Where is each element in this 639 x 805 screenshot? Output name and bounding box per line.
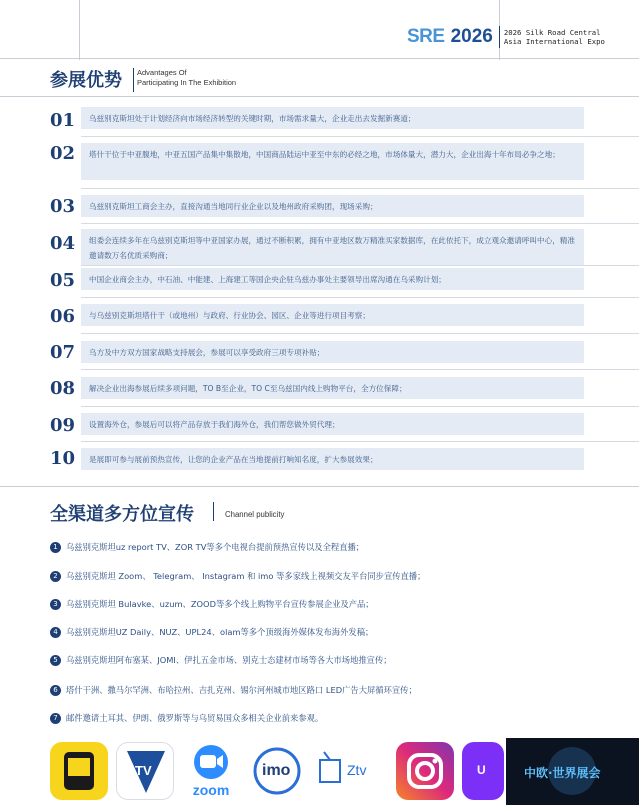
advantage-text: 组委会连续多年在乌兹别克斯坦等中亚国家办展，通过不断积累，拥有中亚地区数万精准买家数据库，在此依托下，成立观众邀请呼叫中心，精准邀请数万名优质采购商； [81,229,584,266]
advantage-number: 01 [50,110,76,131]
advantages-subtitle [137,68,236,88]
publicity-title: 全渠道多方位宣传 [50,504,194,525]
yandex-go-icon[interactable] [50,742,108,800]
publicity-text: 乌兹别克斯坦 Zoom、 Telegram、 Instagram 和 imo 等多家线上视频交友平台同步宣传直播； [66,571,426,581]
bullet-number: 3 [50,599,61,610]
advantage-text: 乌方及中方双方国家战略支持展会，参展可以享受政府三项专项补贴； [81,341,584,363]
advantage-text: 中国企业商会主办，中石油、中能建、上海建工等国企央企驻乌兹办事处主要领导出席沟通在乌采购计划； [81,268,584,290]
section-rule [0,486,639,487]
tv-label: TV [135,763,152,778]
advantages-rule [0,96,639,97]
bullet-number: 1 [50,542,61,553]
advantage-number: 04 [50,233,76,254]
publicity-text: 乌兹别克斯坦uz report TV、ZOR TV等多个电视台提前预热宣传以及全程直播； [66,542,365,552]
bullet-number: 5 [50,655,61,666]
advantage-separator [81,223,639,224]
publicity-subtitle: Channel publicity [225,510,285,519]
imo-icon[interactable] [248,742,306,800]
advantage-text: 与乌兹别克斯坦塔什干（或地州）与政府、行业协会、园区、企业等进行项目考察； [81,304,584,326]
advantage-number: 05 [50,270,76,291]
advantage-text: 是展即可参与展前预热宣传，让您的企业产品在当地提前打响知名度，扩大参展效果； [81,448,584,470]
bullet-number: 4 [50,627,61,638]
publicity-item [50,541,364,553]
publicity-text: 邮件邀请土耳其、伊朗、俄罗斯等与乌贸易国众多相关企业前来参观。 [66,713,324,723]
publicity-item [50,598,374,610]
advantage-text: 设置海外仓，参展后可以将产品存放于我们海外仓，我们帮您做外贸代理； [81,413,584,435]
publicity-text: 乌兹别克斯坦阿布塞某、JOMI、伊扎五金市场、别克士态建材市场等各大市场地推宣传； [66,655,392,665]
bullet-number: 2 [50,571,61,582]
zoom-icon[interactable] [182,742,240,800]
advantage-separator [81,441,639,442]
logo-sre: SRE [407,26,445,47]
uzreport-tv-icon[interactable] [116,742,174,800]
header-divider-left [79,0,80,60]
publicity-item [50,654,392,666]
logo-sub-line1: 2026 Silk Road Central [503,27,601,37]
advantage-separator [81,369,639,370]
advantage-separator [81,406,639,407]
advantage-separator [81,297,639,298]
advantage-separator [81,136,639,137]
logo-sub-line2: Asia International Expo [503,37,605,46]
advantage-number: 07 [50,342,76,363]
uzum-label: U [477,763,486,777]
advantage-separator [81,188,639,189]
publicity-item [50,684,417,696]
advantage-text: 乌兹别克斯坦处于计划经济向市场经济转型的关键时期，市场需求量大，企业走出去发掘新赛道； [81,107,584,129]
bullet-number: 6 [50,685,61,696]
logo-divider [499,26,500,48]
publicity-item [50,570,425,582]
publicity-text: 乌兹别克斯坦 Bulavke、uzum、ZOOD等多个线上购物平台宣传参展企业及产品； [66,599,374,609]
advantage-number: 10 [50,448,76,469]
advantage-separator [81,333,639,334]
header-rule [0,58,639,59]
zoom-label: zoom [192,782,230,798]
advantage-number: 02 [50,143,76,164]
logo-subtitle [504,28,605,47]
instagram-icon[interactable] [396,742,454,800]
ztv-icon[interactable] [314,742,382,800]
advantages-title: 参展优势 [50,70,122,91]
publicity-title-bar [213,502,214,521]
advantage-number: 09 [50,415,76,436]
advantage-number: 03 [50,196,76,217]
imo-label: imo [262,762,291,779]
advantages-subtitle-line1: Advantages Of [137,68,187,77]
app-icons-row [50,742,639,805]
publicity-text: 乌兹别克斯坦UZ Daily、NUZ、UPL24、olam等多个顶级海外媒体发布海外发稿； [66,627,374,637]
advantages-subtitle-line2: Participating In The Exhibition [137,78,237,87]
expo-label: 中欧·世界展会 [524,766,601,780]
advantage-number: 06 [50,306,76,327]
advantage-text: 解决企业出海参展后续多项问题，TO B至企业，TO C至乌兹国内线上购物平台，全方位保障； [81,377,584,399]
logo-year: 2026 [450,26,493,47]
expo-banner-logo [506,738,639,805]
advantages-title-bar [133,68,134,92]
publicity-text: 塔什干洲、撒马尔罕洲、布哈拉州、吉扎克州、锡尔河州城市地区路口 LED广告大屏循环宣传； [66,685,417,695]
publicity-item [50,626,373,638]
expo-logo [407,24,605,50]
advantage-separator [81,265,639,266]
ztv-label: Ztv [347,762,367,778]
uzum-icon[interactable] [462,742,504,800]
bullet-number: 7 [50,713,61,724]
advantage-number: 08 [50,378,76,399]
advantage-text: 塔什干位于中亚腹地，中亚五国产品集中集散地，中国商品陆运中亚至中东的必经之地，市场体量大，潜力大，企业出海十年布局必争之地； [81,143,584,180]
publicity-item [50,712,323,724]
advantage-text: 乌兹别克斯坦工商会主办，直接沟通当地同行业企业以及地州政府采购团，现场采购； [81,195,584,217]
